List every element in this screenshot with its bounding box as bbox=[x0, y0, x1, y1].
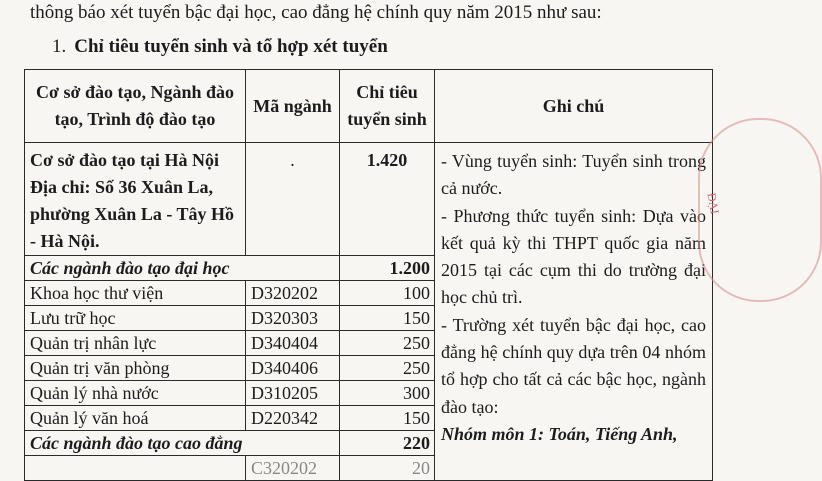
college-group-quota: 220 bbox=[340, 431, 435, 456]
major-code: D340404 bbox=[246, 331, 340, 356]
header-quota: Chỉ tiêu tuyển sinh bbox=[340, 70, 435, 143]
campus-line1: Cơ sở đào tạo tại Hà Nội bbox=[30, 150, 219, 170]
section-title: Chỉ tiêu tuyển sinh và tổ hợp xét tuyển bbox=[74, 36, 388, 57]
major-code: C320202 bbox=[246, 456, 340, 481]
major-name: Khoa học thư viện bbox=[25, 281, 246, 306]
major-name: Quản lý văn hoá bbox=[25, 406, 246, 431]
note-group1: Nhóm môn 1: Toán, Tiếng Anh, bbox=[441, 423, 678, 444]
admission-table bbox=[24, 69, 713, 481]
major-code: D320202 bbox=[246, 281, 340, 306]
header-code: Mã ngành bbox=[246, 70, 340, 143]
stamp-lettering: ĐẠI bbox=[704, 191, 722, 216]
table-header-row bbox=[25, 70, 713, 143]
major-name: Quản trị văn phòng bbox=[25, 356, 246, 381]
header-name: Cơ sở đào tạo, Ngành đào tạo, Trình độ đào tạo bbox=[25, 70, 246, 143]
university-group-label: Các ngành đào tạo đại học bbox=[25, 256, 340, 281]
intro-text: thông báo xét tuyển bậc đại học, cao đẳng hệ chính quy năm 2015 như sau: bbox=[30, 2, 602, 23]
major-quota: 300 bbox=[340, 381, 435, 406]
major-code: D320303 bbox=[246, 306, 340, 331]
notes-cell bbox=[435, 143, 713, 481]
campus-address: Địa chỉ: Số 36 Xuân La, phường Xuân La - Tây Hồ - Hà Nội. bbox=[30, 177, 235, 251]
section-number: 1. bbox=[52, 36, 67, 57]
major-name: Quản lý nhà nước bbox=[25, 381, 246, 406]
college-group-label: Các ngành đào tạo cao đẳng bbox=[25, 431, 340, 456]
major-quota: 100 bbox=[340, 281, 435, 306]
admission-table-wrapper bbox=[24, 69, 712, 478]
note-groups: - Trường xét tuyển bậc đại học, cao đẳng hệ chính quy dựa trên 04 nhóm tổ hợp cho tất cả các bậc học, ngành đào tạo: bbox=[441, 314, 706, 417]
major-quota: 20 bbox=[340, 456, 435, 481]
major-code: D220342 bbox=[246, 406, 340, 431]
major-quota: 150 bbox=[340, 306, 435, 331]
campus-quota: 1.420 bbox=[340, 143, 435, 256]
major-name: Lưu trữ học bbox=[25, 306, 246, 331]
major-quota: 250 bbox=[340, 331, 435, 356]
major-quota: 150 bbox=[340, 406, 435, 431]
university-group-quota: 1.200 bbox=[340, 256, 435, 281]
campus-cell bbox=[25, 143, 246, 256]
major-name: Quản trị nhân lực bbox=[25, 331, 246, 356]
major-code: D310205 bbox=[246, 381, 340, 406]
note-region: - Vùng tuyển sinh: Tuyển sinh trong cả nước. bbox=[441, 151, 706, 199]
section-heading bbox=[52, 36, 388, 58]
major-name bbox=[25, 456, 246, 481]
note-method: - Phương thức tuyển sinh: Dựa vào kết quả kỳ thi THPT quốc gia năm 2015 tại các cụm thi do trường đại học chủ trì. bbox=[441, 205, 706, 308]
campus-row bbox=[25, 143, 713, 256]
major-quota: 250 bbox=[340, 356, 435, 381]
header-note: Ghi chú bbox=[435, 70, 713, 143]
major-code: D340406 bbox=[246, 356, 340, 381]
campus-code: . bbox=[246, 143, 340, 256]
